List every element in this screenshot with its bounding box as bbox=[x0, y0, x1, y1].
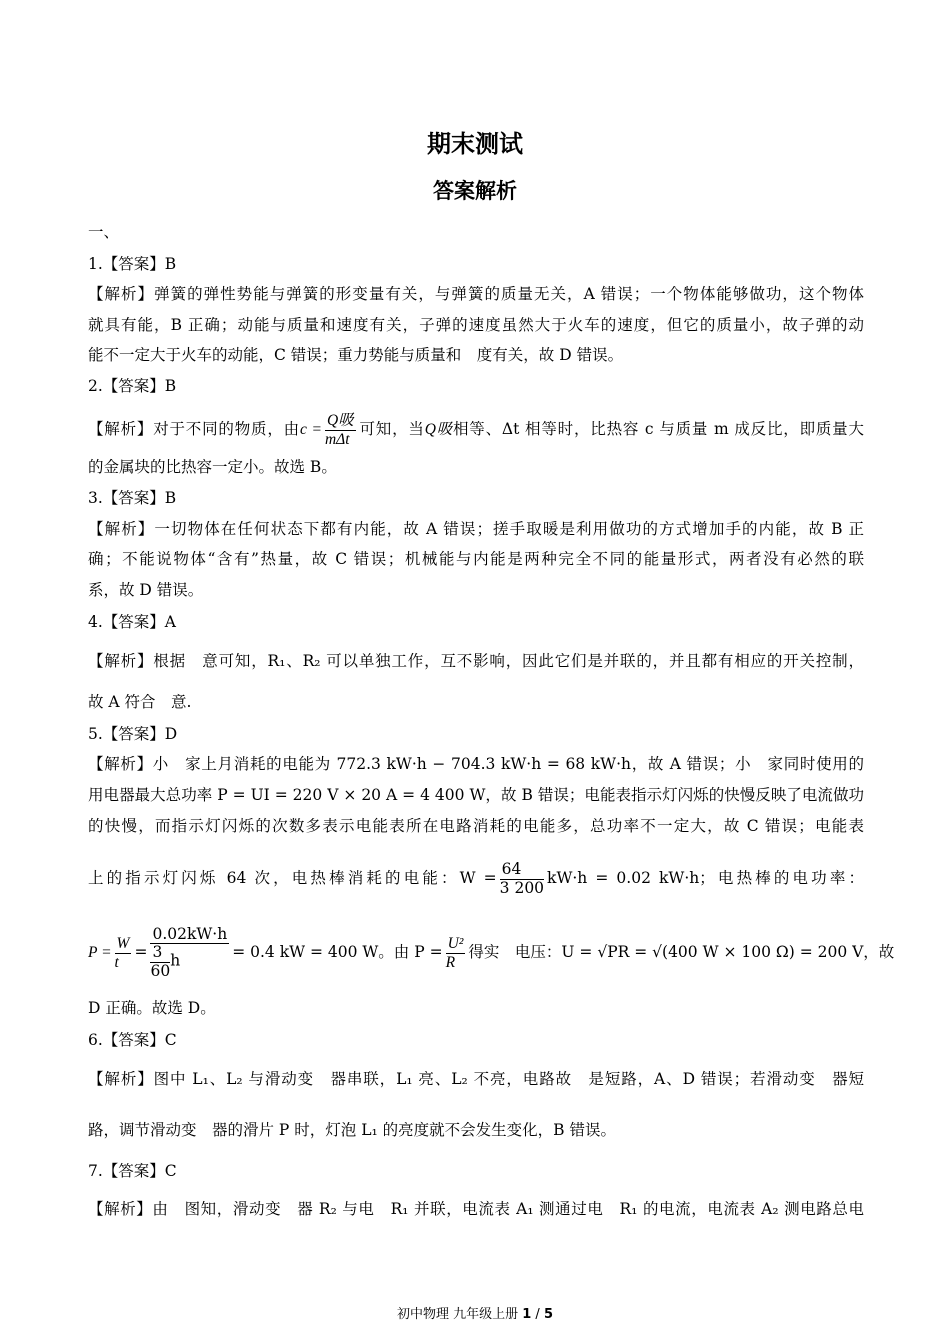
footer-page: 1 bbox=[522, 1307, 532, 1322]
q3-line-1: 【解析】一切物体在任何状态下都有内能，故 A 错误；搓手取暖是利用做功的方式增加手的内能，故 B 正 bbox=[88, 520, 864, 538]
fraction-den: 60 bbox=[150, 961, 171, 980]
q1-answer: 1.【答案】B bbox=[88, 255, 177, 273]
q2-line-1-mid: 可知，当 bbox=[358, 420, 425, 438]
q7-line-1: 【解析】由 图知，滑动变 器 R₂ 与电 R₁ 并联，电流表 A₁ 测通过电 R₁ 的电流，电流表 A₂ 测电路总电 bbox=[88, 1200, 864, 1218]
q5-line-3: 的快慢，而指示灯闪烁的次数多表示电能表所在电路消耗的电能多，总功率不一定大，故 C 错误；电能表 bbox=[88, 817, 864, 835]
q6-answer: 6.【答案】C bbox=[88, 1031, 177, 1049]
fraction-num: U² bbox=[447, 935, 464, 953]
q5-line-5-post: 得实 电压：U = √PR = √(400 W × 100 Ω) = 200 V，故 bbox=[468, 943, 895, 961]
power-calc-fraction bbox=[150, 926, 229, 979]
q5-line-5-pre: P = bbox=[88, 944, 112, 961]
fraction-num: W bbox=[116, 935, 130, 953]
q1-line-3: 能不一定大于火车的动能，C 错误；重力势能与质量和 度有关，故 D 错误。 bbox=[88, 346, 624, 364]
fraction-den: mΔt bbox=[324, 430, 350, 448]
q4-line-2: 故 A 符合 意. bbox=[88, 693, 192, 711]
q3-line-3: 系，故 D 错误。 bbox=[88, 581, 204, 599]
q6-line-1: 【解析】图中 L₁、L₂ 与滑动变 器串联，L₁ 亮、L₂ 不亮，电路故 是短路，A、D 错误；若滑动变 器短 bbox=[88, 1070, 864, 1088]
q5-line-4-pre: 上的指示灯闪烁 64 次，电热棒消耗的电能：W = bbox=[88, 869, 497, 887]
q5-line-6: D 正确。故选 D。 bbox=[88, 999, 216, 1017]
q2-answer: 2.【答案】B bbox=[88, 377, 177, 395]
q3-line-2: 确；不能说物体“含有”热量，故 C 错误；机械能与内能是两种完全不同的能量形式，两者没有必然的联 bbox=[88, 550, 864, 568]
page-title: 期末测试 bbox=[427, 130, 523, 158]
power-fraction bbox=[115, 935, 132, 970]
q-absorbed: Q吸 bbox=[424, 421, 453, 438]
section-heading: 一、 bbox=[88, 223, 120, 241]
q5-line-2: 用电器最大总功率 P = UI = 220 V × 20 A = 4 400 W，故 B 错误；电能表指示灯闪烁的快慢反映了电流做功 bbox=[88, 786, 864, 804]
time-fraction bbox=[150, 944, 170, 979]
footer-sep: / bbox=[531, 1307, 544, 1322]
q5-line-1: 【解析】小 家上月消耗的电能为 772.3 kW·h − 704.3 kW·h = 68 kW·h，故 A 错误；小 家同时使用的 bbox=[88, 755, 864, 773]
footer-total: 5 bbox=[543, 1307, 553, 1322]
fraction-num: 0.02kW·h bbox=[152, 925, 228, 944]
page-subtitle: 答案解析 bbox=[433, 179, 517, 203]
q1-line-1: 【解析】弹簧的弹性势能与弹簧的形变量有关，与弹簧的质量无关，A 错误；一个物体能够做功，这个物体 bbox=[88, 285, 864, 303]
q5-line-5: P = $\frac{W}{t}$ = 0.02kW·h $\frac{3}{60}$ h = 0.4 kW = 400 W。由 P = $\frac{\text{U²}}{R}$ 得实 电压：U = √PR = √(400 W × 100 Ω) = 200 V，故 bbox=[88, 925, 895, 980]
q7-answer: 7.【答案】C bbox=[88, 1162, 177, 1180]
footer-text: 初中物理 九年级上册 bbox=[396, 1307, 523, 1322]
q2-line-2: 的金属块的比热容一定小。故选 B。 bbox=[88, 458, 337, 476]
q5-line-4-post: kW·h = 0.02 kW·h；电热棒的电功率： bbox=[547, 869, 864, 887]
q5-line-4 bbox=[88, 855, 864, 901]
q2-line-1-pre: 【解析】对于不同的物质，由 bbox=[88, 420, 300, 438]
fraction-den bbox=[150, 944, 229, 979]
q2-line-1-post: 相等、Δt 相等时，比热容 c 与质量 m 成反比，即质量大 bbox=[453, 420, 864, 438]
fraction-num: 3 bbox=[150, 944, 170, 962]
fraction-den: 3 200 bbox=[499, 878, 545, 897]
q5-line-5-mid: = 0.4 kW = 400 W。由 P = bbox=[232, 943, 443, 961]
voltage-fraction bbox=[446, 935, 466, 970]
q1-line-2: 就具有能，B 正确；动能与质量和速度有关，子弹的速度虽然大于火车的速度，但它的质量小，故子弹的动 bbox=[88, 316, 864, 334]
time-unit: h bbox=[170, 952, 181, 971]
fraction-den: R bbox=[445, 953, 456, 971]
q4-line-1: 【解析】根据 意可知，R₁、R₂ 可以单独工作，互不影响，因此它们是并联的，并且都有相应的开关控制， bbox=[88, 652, 864, 670]
page-footer bbox=[0, 1303, 950, 1322]
q4-answer: 4.【答案】A bbox=[88, 613, 176, 631]
specific-heat-fraction bbox=[325, 412, 356, 447]
fraction-num: Q吸 bbox=[326, 412, 354, 430]
q5-answer: 5.【答案】D bbox=[88, 725, 178, 743]
fraction-den: t bbox=[114, 953, 119, 971]
q3-answer: 3.【答案】B bbox=[88, 489, 177, 507]
energy-fraction bbox=[500, 861, 544, 896]
q2-line-1 bbox=[88, 407, 864, 451]
fraction-num: 64 bbox=[500, 861, 544, 879]
c-equals: c = bbox=[299, 421, 322, 438]
q6-line-2: 路，调节滑动变 器的滑片 P 时，灯泡 L₁ 的亮度就不会发生变化，B 错误。 bbox=[88, 1121, 616, 1139]
